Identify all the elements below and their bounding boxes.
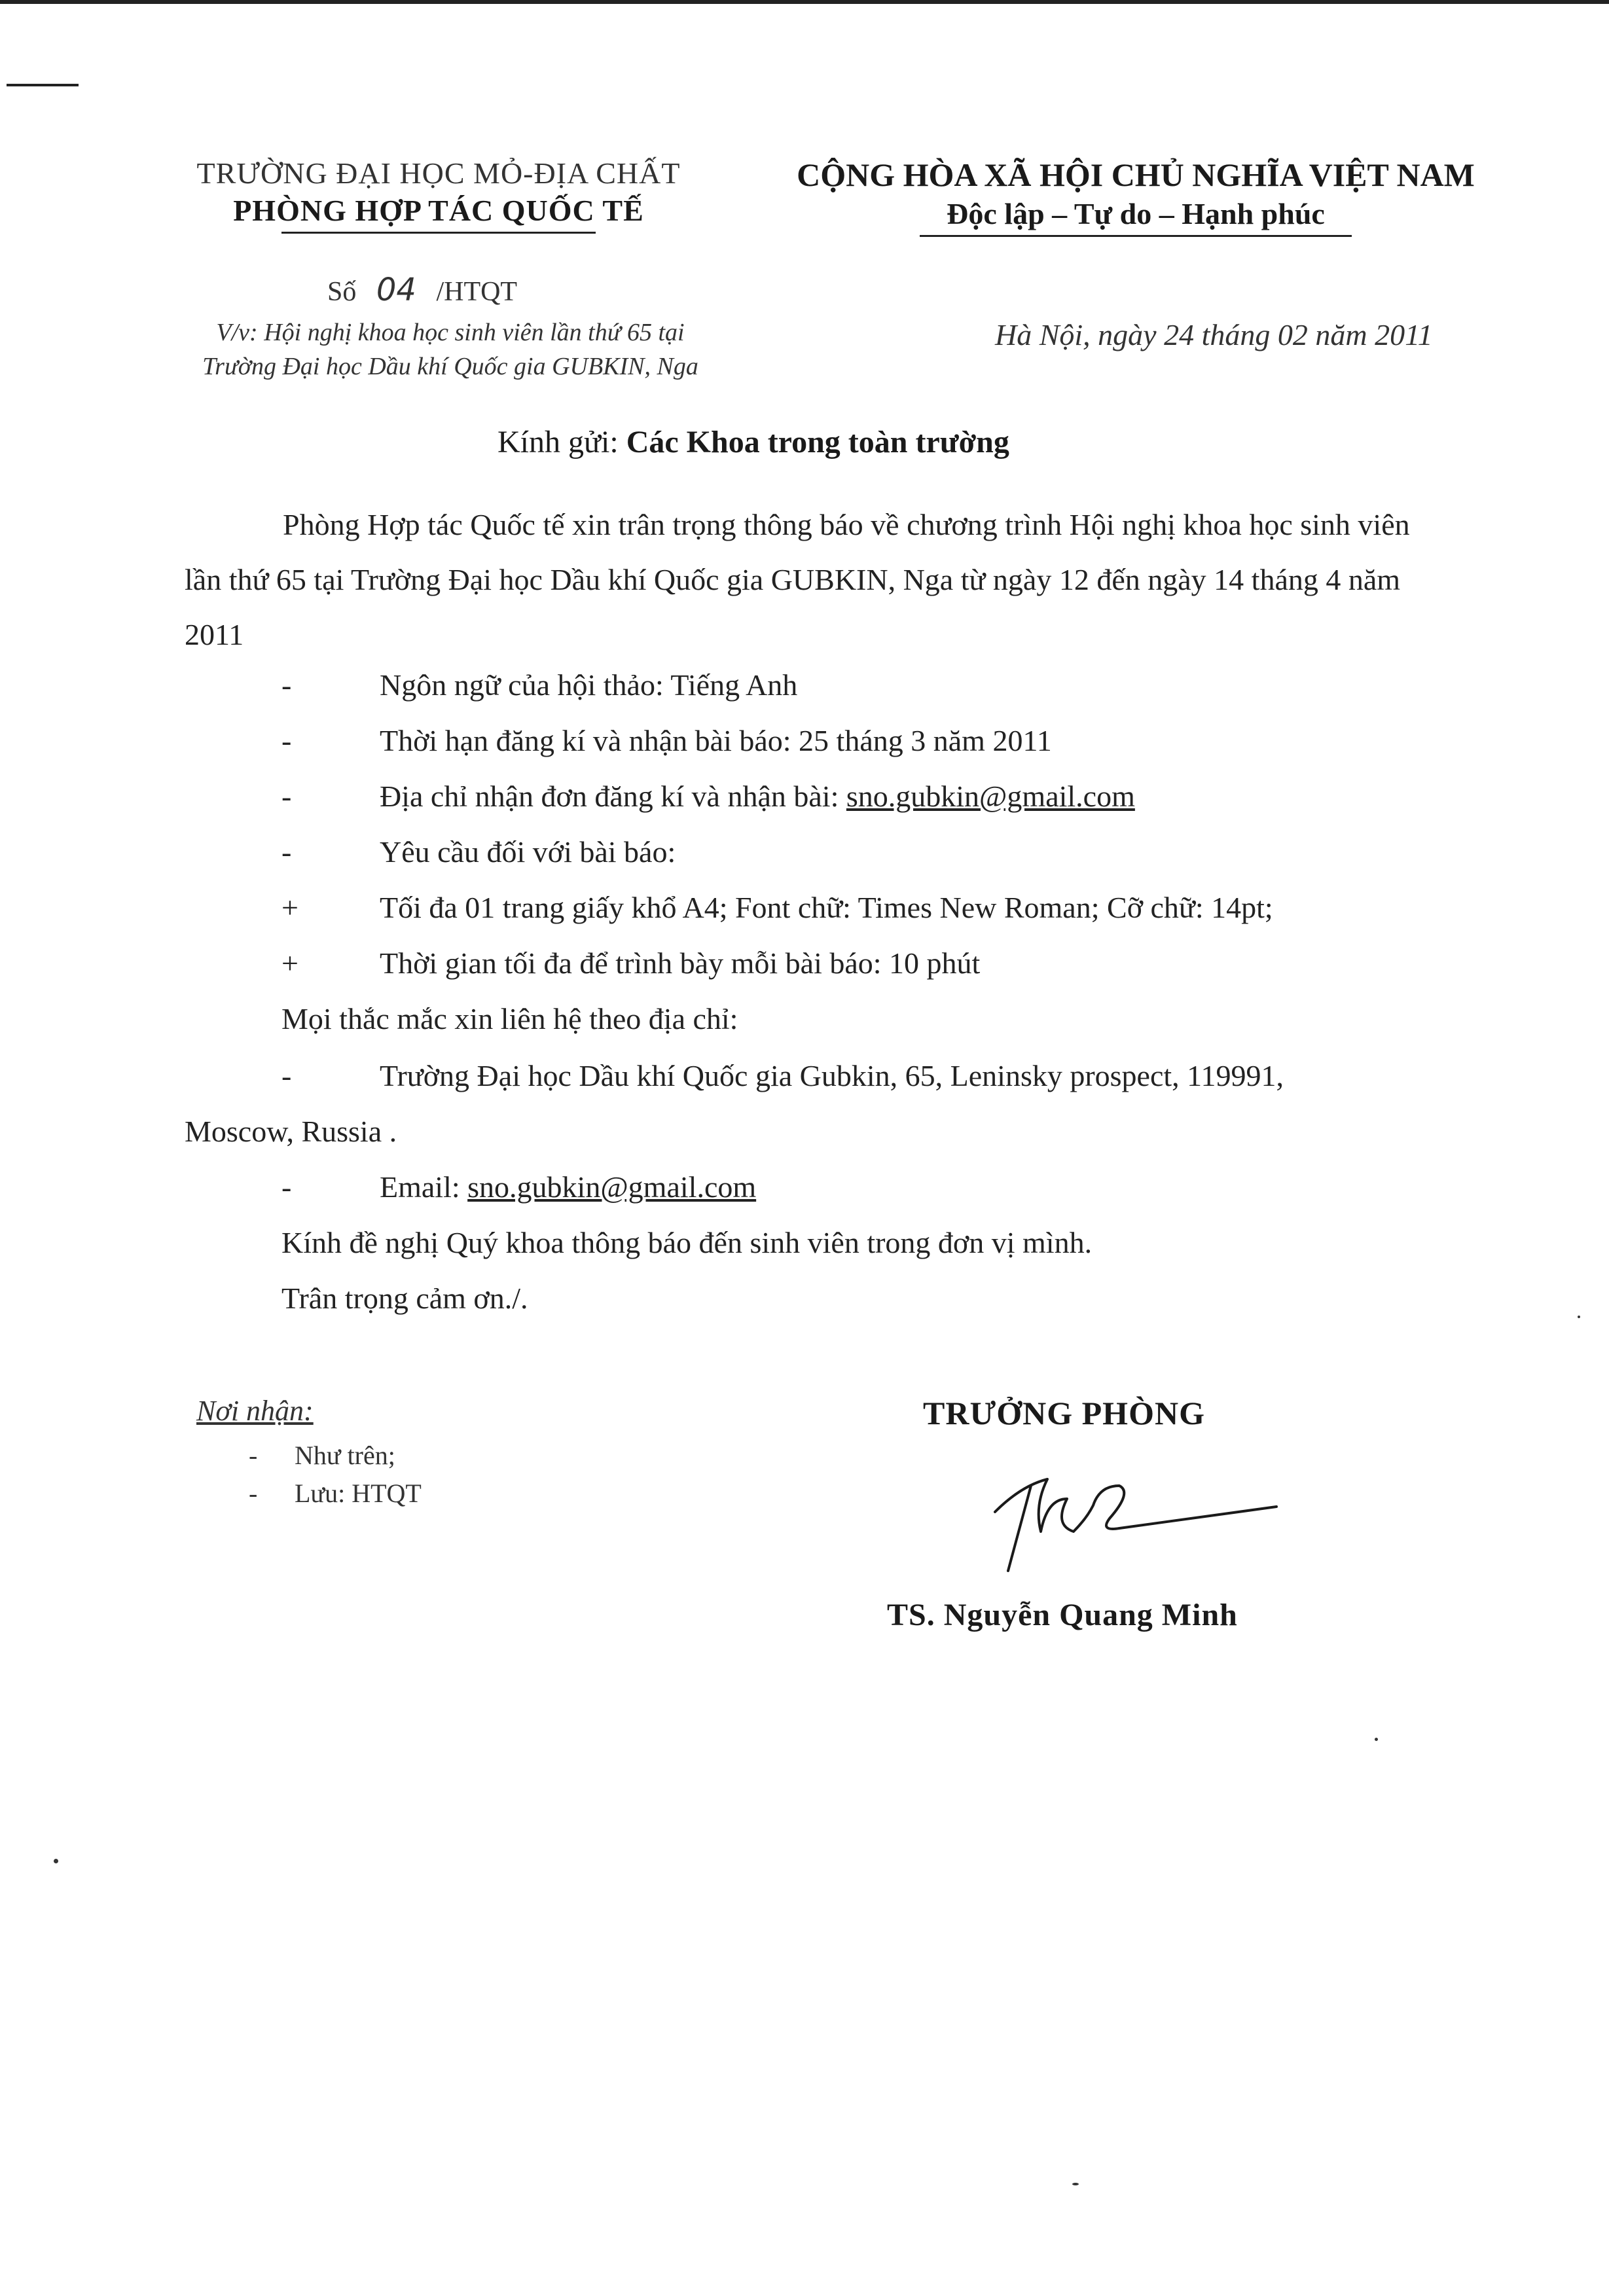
detail-text: Tối đa 01 trang giấy khổ A4; Font chữ: Times New Roman; Cỡ chữ: 14pt; (380, 891, 1273, 924)
salutation-prefix: Kính gửi: (497, 425, 619, 459)
document-date: Hà Nội, ngày 24 tháng 02 năm 2011 (995, 318, 1433, 351)
country-name: CỘNG HÒA XÃ HỘI CHỦ NGHĨA VIỆT NAM (797, 156, 1475, 193)
address-marker: - (281, 1059, 292, 1092)
recipient-marker: - (249, 1479, 258, 1508)
address-line-1: Trường Đại học Dầu khí Quốc gia Gubkin, 65, Leninsky prospect, 119991, (380, 1059, 1284, 1092)
subject-line-1: V/v: Hội nghị khoa học sinh viên lần thứ 65 tại (216, 319, 685, 346)
salutation-recipient: Các Khoa trong toàn trường (626, 425, 1009, 459)
email-marker: - (281, 1170, 292, 1204)
detail-text: Thời gian tối đa để trình bày mỗi bài báo: 10 phút (380, 946, 981, 980)
contact-email-link[interactable]: sno.gubkin@gmail.com (467, 1170, 757, 1204)
doc-number-suffix: /HTQT (436, 277, 518, 307)
scan-margin-mark (7, 84, 79, 86)
document-number (327, 272, 517, 308)
scan-speck (1375, 1738, 1378, 1741)
header-right-rule (920, 235, 1352, 237)
detail-text: Thời hạn đăng kí và nhận bài báo: 25 tháng 3 năm 2011 (380, 724, 1052, 757)
department-name: PHÒNG HỢP TÁC QUỐC TẾ (233, 194, 644, 227)
detail-marker: - (281, 668, 292, 702)
scan-speck (1072, 2183, 1079, 2185)
email-label: Email: (380, 1170, 468, 1204)
address-line-2: Moscow, Russia . (185, 1115, 397, 1148)
recipient-text: Như trên; (295, 1441, 395, 1470)
recipients-label: Nơi nhận: (196, 1395, 314, 1427)
salutation (497, 424, 1009, 460)
subject-line-2: Trường Đại học Dầu khí Quốc gia GUBKIN, Nga (202, 353, 698, 380)
contact-email-line (380, 1170, 756, 1204)
recipient-marker: - (249, 1441, 258, 1470)
scan-top-edge (0, 0, 1609, 4)
signatory-title: TRƯỞNG PHÒNG (923, 1395, 1205, 1431)
intro-paragraph: Phòng Hợp tác Quốc tế xin trân trọng thông báo về chương trình Hội nghị khoa học sinh viên lần thứ 65 tại Trường Đại học Dầu khí Quốc gia GUBKIN, Nga từ ngày 12 đến ngày 14 tháng 4 năm 2011 (185, 508, 1410, 651)
detail-marker: + (281, 946, 298, 980)
doc-number-prefix: Số (327, 277, 357, 307)
national-header (772, 156, 1499, 237)
recipient-text: Lưu: HTQT (295, 1479, 422, 1508)
request-line: Kính đề nghị Quý khoa thông báo đến sinh viên trong đơn vị mình. (281, 1226, 1093, 1259)
recipient-item (249, 1478, 422, 1509)
detail-marker: - (281, 835, 292, 869)
closing-line: Trân trọng cảm ơn./. (281, 1282, 528, 1315)
scan-speck (1578, 1316, 1580, 1318)
detail-text: Yêu cầu đối với bài báo: (380, 835, 676, 869)
university-name: TRƯỜNG ĐẠI HỌC MỎ-ĐỊA CHẤT (196, 156, 681, 190)
doc-number-value: 04 (376, 272, 416, 308)
detail-text (380, 779, 1135, 814)
detail-text: Ngôn ngữ của hội thảo: Tiếng Anh (380, 668, 798, 702)
handwritten-signature (969, 1460, 1283, 1577)
detail-text-label: Địa chỉ nhận đơn đăng kí và nhận bài: (380, 780, 846, 813)
issuer-header (177, 156, 700, 234)
scan-speck (54, 1859, 58, 1863)
detail-marker: - (281, 724, 292, 757)
submission-email-link[interactable]: sno.gubkin@gmail.com (846, 780, 1135, 813)
recipient-item (249, 1440, 395, 1471)
detail-marker: - (281, 780, 292, 813)
contact-intro: Mọi thắc mắc xin liên hệ theo địa chỉ: (281, 1002, 738, 1035)
header-left-rule (281, 232, 596, 234)
signatory-name: TS. Nguyễn Quang Minh (887, 1598, 1238, 1632)
detail-marker: + (281, 891, 298, 924)
subject-line (169, 315, 732, 384)
national-motto: Độc lập – Tự do – Hạnh phúc (947, 197, 1325, 230)
